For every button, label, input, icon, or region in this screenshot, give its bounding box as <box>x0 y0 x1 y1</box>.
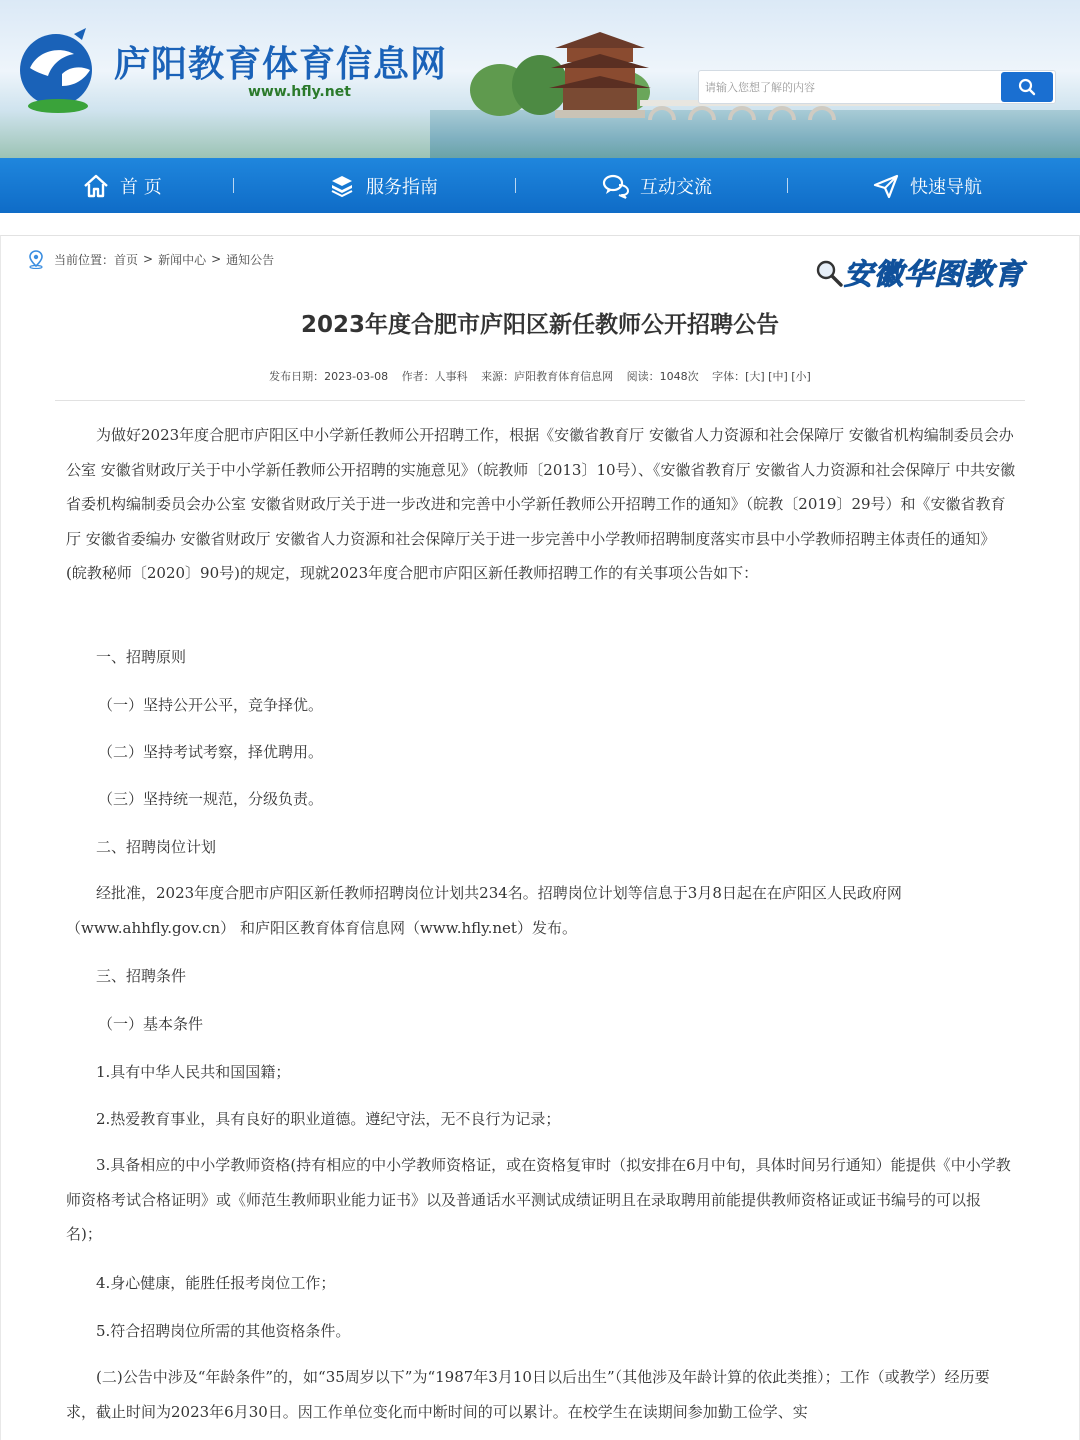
intro-paragraph: 为做好2023年度合肥市庐阳区中小学新任教师公开招聘工作，根据《安徽省教育厅 安徽省人力资源和社会保障厅 安徽省机构编制委员会办公室 安徽省财政厅关于中小学新任教师公开招聘的实施意见》（皖教师〔2013〕10号）、《安徽省教育厅 安徽省人力资源和社会保障厅 中共安徽省委机构编制委员会办公室 安徽省财政厅关于进一步改进和完善中小学新任教师公开招聘工作的通知》（皖教〔2019〕29号）和《安徽省教育厅 安徽省委编办 安徽省财政厅 安徽省人力资源和社会保障厅关于进一步完善中小学教师招聘制度落实市县中小学教师招聘主体责任的通知》(皖教秘师〔2020〕90号)的规定，现就2023年度合肥市庐阳区新任教师招聘工作的有关事项公告如下： <box>66 426 1016 583</box>
site-title: 庐阳教育体育信息网 <box>114 44 448 85</box>
nav-item-label: 服务指南 <box>366 176 438 198</box>
list-item: （三）坚持统一规范，分级负责。 <box>98 790 324 808</box>
nav-item-service-guide[interactable] <box>328 158 438 213</box>
breadcrumb-prefix: 当前位置： <box>54 252 115 267</box>
meta-font-size[interactable]: 字体：[大] [中] [小] <box>712 370 811 383</box>
plan-paragraph: 经批准，2023年度合肥市庐阳区新任教师招聘岗位计划共234名。招聘岗位计划等信息于3月8日起在在庐阳区人民政府网（www.ahhfly.gov.cn） 和庐阳区教育体育信息网（www.hfly.net）发布。 <box>66 884 902 937</box>
book-icon <box>328 173 356 199</box>
meta-reads: 阅读：1048次 <box>626 370 699 383</box>
nav-item-quick-nav[interactable] <box>872 158 982 213</box>
breadcrumb-home[interactable]: 首页 <box>114 252 139 267</box>
article-title: 2023年度合肥市庐阳区新任教师公开招聘公告 <box>300 312 779 338</box>
site-url: www.hfly.net <box>248 84 351 100</box>
article-meta <box>0 368 1080 384</box>
site-logo-icon <box>12 26 104 114</box>
main-nav <box>0 158 1080 213</box>
breadcrumb-notices[interactable]: 通知公告 <box>226 252 275 267</box>
location-pin-icon <box>26 249 46 269</box>
search-icon <box>1018 78 1036 96</box>
nav-item-interaction[interactable] <box>602 158 712 213</box>
list-item: （二）坚持考试考察，择优聘用。 <box>98 743 324 761</box>
breadcrumb-separator: > <box>143 252 154 266</box>
meta-date: 发布日期：2023-03-08 <box>269 370 389 383</box>
nav-separator <box>787 178 788 193</box>
nav-item-label: 快速导航 <box>910 176 982 198</box>
breadcrumb <box>26 248 274 270</box>
search-button[interactable] <box>1001 72 1053 102</box>
subsection-heading: （一）基本条件 <box>98 1015 204 1033</box>
list-item: 1.具有中华人民共和国国籍； <box>96 1063 291 1081</box>
nav-item-label: 互动交流 <box>640 176 712 198</box>
nav-separator <box>515 178 516 193</box>
nav-item-home[interactable] <box>82 158 162 213</box>
chat-icon <box>602 173 630 199</box>
section-heading: 二、招聘岗位计划 <box>96 838 217 856</box>
meta-author: 作者：人事科 <box>401 370 468 383</box>
magnifier-icon <box>814 258 844 288</box>
search-box <box>698 70 1056 104</box>
age-paragraph: (二)公告中涉及“年龄条件”的，如“35周岁以下”为“1987年3月10日以后出生”（其他涉及年龄计算的依此类推）；工作（或教学）经历要求，截止时间为2023年6月30日。因工作单位变化而中断时间的可以累计。在校学生在读期间参加勤工俭学、实 <box>66 1368 990 1421</box>
nav-item-label: 首 页 <box>120 176 162 198</box>
list-item: 5.符合招聘岗位所需的其他资格条件。 <box>96 1322 351 1340</box>
site-header <box>0 0 1080 158</box>
breadcrumb-news-center[interactable]: 新闻中心 <box>158 252 207 267</box>
section-heading: 三、招聘条件 <box>96 967 187 985</box>
watermark-text: 安徽华图教育 <box>844 257 1025 291</box>
nav-separator <box>233 178 234 193</box>
list-item: 2.热爱教育事业，具有良好的职业道德。遵纪守法，无不良行为记录； <box>96 1110 561 1128</box>
list-item: （一）坚持公开公平，竞争择优。 <box>98 696 324 714</box>
list-item: 4.身心健康，能胜任报考岗位工作； <box>96 1274 336 1292</box>
send-icon <box>872 173 900 199</box>
section-heading: 一、招聘原则 <box>96 648 187 666</box>
watermark <box>814 252 1024 293</box>
list-item: 3.具备相应的中小学教师资格(持有相应的中小学教师资格证，或在资格复审时（拟安排在6月中旬，具体时间另行通知）能提供《中小学教师资格考试合格证明》或《师范生教师职业能力证书》以及普通话水平测试成绩证明且在录取聘用前能提供教师资格证或证书编号的可以报名)； <box>66 1156 1011 1244</box>
home-icon <box>82 173 110 199</box>
breadcrumb-separator: > <box>211 252 222 266</box>
meta-source: 来源：庐阳教育体育信息网 <box>481 370 614 383</box>
pagoda-scenery <box>545 18 655 118</box>
divider <box>55 400 1025 401</box>
search-input[interactable] <box>705 71 1001 103</box>
